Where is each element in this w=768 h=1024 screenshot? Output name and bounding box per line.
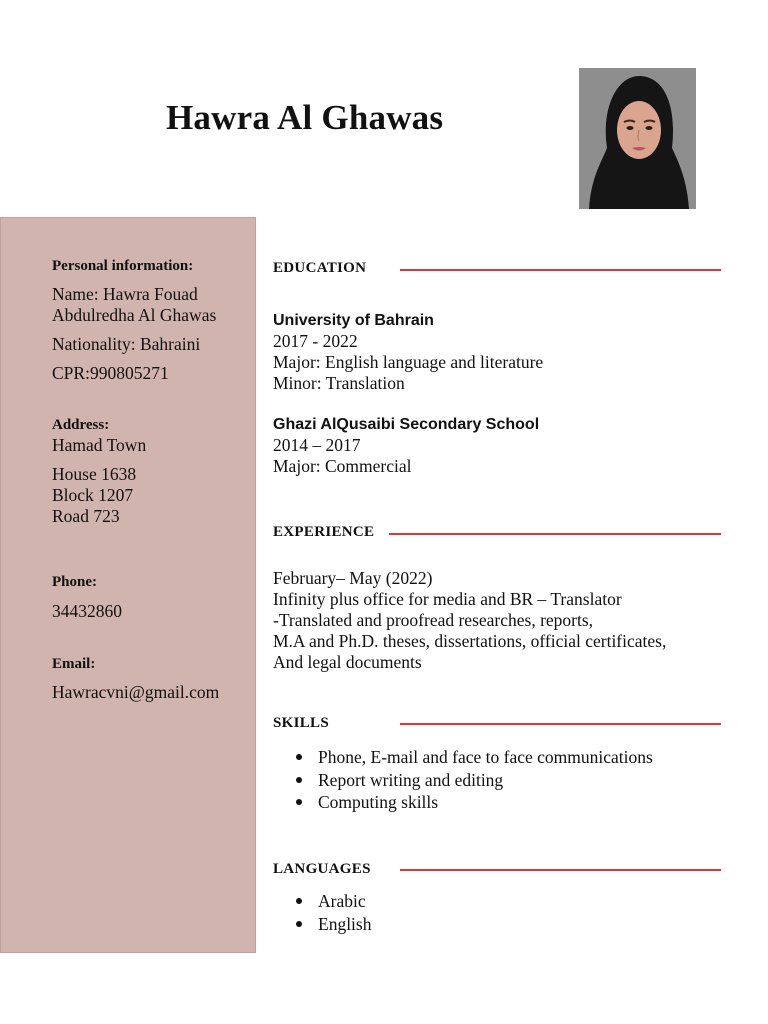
language-item: English	[296, 913, 371, 936]
experience-line: -Translated and proofread researches, reports,	[273, 610, 594, 630]
education-major-2: Major: Commercial	[273, 456, 412, 476]
skills-heading: SKILLS	[273, 715, 329, 731]
education-institution-1: University of Bahrain	[273, 312, 434, 329]
profile-photo	[579, 68, 696, 209]
languages-heading: LANGUAGES	[273, 861, 371, 877]
education-divider	[400, 269, 721, 271]
education-heading: EDUCATION	[273, 260, 367, 276]
experience-divider	[389, 533, 721, 535]
cpr: CPR:990805271	[52, 363, 169, 383]
address-road: Road 723	[52, 506, 120, 526]
address-town: Hamad Town	[52, 435, 147, 455]
skills-list	[296, 746, 653, 814]
address-heading: Address:	[52, 417, 110, 433]
phone-number: 34432860	[52, 601, 122, 621]
phone-heading: Phone:	[52, 574, 97, 590]
experience-line: M.A and Ph.D. theses, dissertations, official certificates,	[273, 631, 667, 651]
education-major-1: Major: English language and literature	[273, 352, 544, 372]
skill-item: Report writing and editing	[296, 769, 653, 792]
languages-list	[296, 890, 371, 935]
sidebar-panel	[0, 217, 256, 953]
resume-name: Hawra Al Ghawas	[166, 98, 444, 137]
experience-line: Infinity plus office for media and BR – Translator	[273, 589, 622, 609]
education-institution-2: Ghazi AlQusaibi Secondary School	[273, 416, 540, 433]
address-block: Block 1207	[52, 485, 134, 505]
education-minor-1: Minor: Translation	[273, 373, 405, 393]
education-years-1: 2017 - 2022	[273, 331, 358, 351]
address-house: House 1638	[52, 464, 137, 484]
language-item: Arabic	[296, 890, 371, 913]
skill-item: Phone, E-mail and face to face communications	[296, 746, 653, 769]
profile-photo-icon	[579, 68, 696, 209]
skills-divider	[400, 723, 721, 725]
nationality: Nationality: Bahraini	[52, 334, 201, 354]
languages-divider	[400, 869, 721, 871]
name-line-2: Abdulredha Al Ghawas	[52, 305, 217, 325]
education-years-2: 2014 – 2017	[273, 435, 361, 455]
email-address: Hawracvni@gmail.com	[52, 682, 220, 702]
name-line-1: Name: Hawra Fouad	[52, 284, 198, 304]
experience-line: February– May (2022)	[273, 568, 433, 588]
experience-line: And legal documents	[273, 652, 422, 672]
email-heading: Email:	[52, 656, 96, 672]
experience-heading: EXPERIENCE	[273, 524, 375, 540]
skill-item: Computing skills	[296, 791, 653, 814]
personal-info-heading: Personal information:	[52, 258, 194, 274]
